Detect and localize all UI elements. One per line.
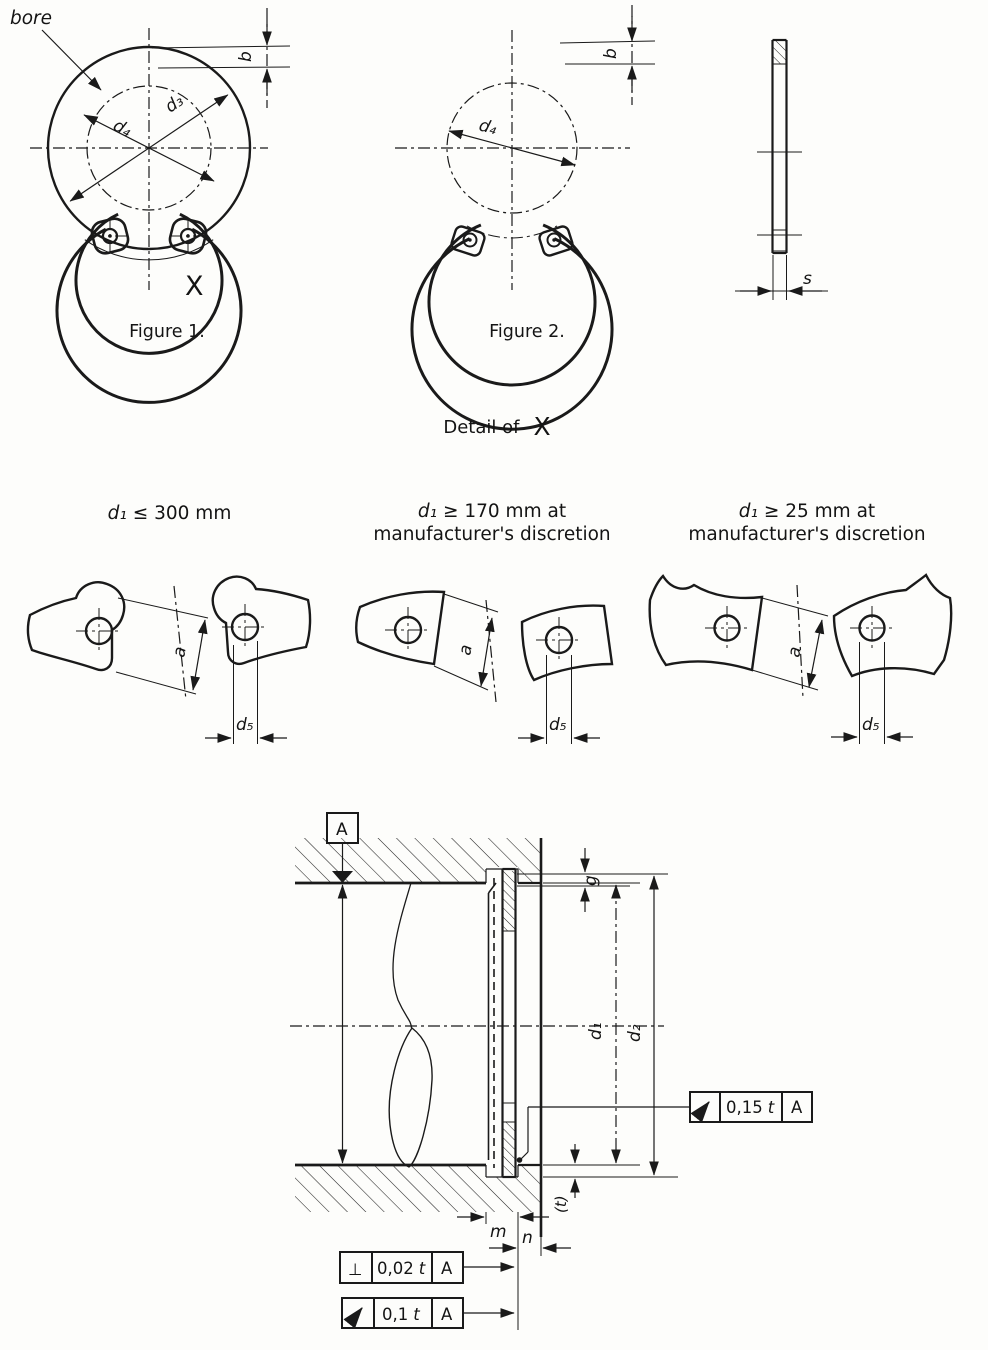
- condition-text: ≤ 300 mm: [132, 503, 232, 524]
- dim-a: [434, 594, 498, 702]
- dim-n-label: n: [522, 1228, 533, 1248]
- condition-symbol: d₁: [738, 501, 758, 522]
- dim-b-label: b: [236, 51, 256, 62]
- figure-1: [10, 8, 290, 402]
- lug-left: [650, 576, 762, 670]
- dim-d5: [518, 655, 600, 744]
- dim-s-label: s: [803, 269, 812, 289]
- lug-holes: [705, 606, 894, 650]
- condition-symbol: d₁: [417, 501, 438, 522]
- fcf-ref: t: [413, 1305, 420, 1324]
- dim-d1-label: d₁: [586, 1022, 606, 1040]
- dim-d2: [543, 876, 678, 1177]
- dim-a-label: a: [784, 645, 806, 659]
- dim-b-label: b: [601, 48, 621, 59]
- lug-right: [213, 577, 310, 664]
- fcf-value: 0,02: [377, 1259, 414, 1278]
- dim-g-label: g: [581, 875, 601, 886]
- fcf-datum: A: [791, 1098, 803, 1117]
- condition-symbol: d₁: [107, 503, 127, 524]
- lug-holes: [385, 607, 582, 663]
- detail-variant-1: [28, 577, 310, 744]
- detail-marker-x: X: [185, 271, 204, 302]
- dim-a-label: a: [455, 643, 477, 657]
- svg-text:0,15t: [726, 1098, 775, 1117]
- dim-t: [552, 1144, 575, 1213]
- condition-text: ≥ 170 mm at: [442, 501, 567, 522]
- fcf-datum: A: [441, 1305, 453, 1324]
- dim-d5-label: d₅: [236, 715, 254, 735]
- fcf-runout-01: [342, 1298, 514, 1328]
- fcf-datum: A: [441, 1259, 453, 1278]
- detail-title: [367, 412, 627, 441]
- dim-d5-label: d₅: [862, 715, 880, 735]
- figure-2-caption: Figure 2.: [489, 322, 565, 342]
- assembly-section: [290, 813, 812, 1330]
- side-view: [735, 40, 828, 300]
- condition-text-line2: manufacturer's discretion: [373, 524, 611, 545]
- detail-title-marker: X: [533, 412, 551, 441]
- dim-d4-label: d₄: [476, 115, 499, 140]
- detail-variant-3: [650, 575, 952, 744]
- lug-right: [522, 606, 612, 680]
- condition-heading-2: [352, 500, 632, 546]
- dim-t-label: (t): [552, 1195, 570, 1213]
- dim-d4-label: d₄: [109, 115, 135, 142]
- dim-d2-label: d₂: [625, 1024, 645, 1042]
- lug-left: [356, 592, 444, 664]
- condition-text: ≥ 25 mm at: [763, 501, 876, 522]
- dim-d1: [543, 883, 640, 1165]
- datum-label: A: [336, 820, 348, 840]
- break-lens: [389, 1028, 432, 1167]
- dim-d3-label: d₃: [161, 90, 188, 118]
- lug-right: [834, 575, 951, 676]
- ring-section-hatch-top: [503, 871, 516, 931]
- ring-section-hatch-bottom: [503, 1122, 516, 1175]
- section-hatch: [773, 41, 787, 64]
- detail-variant-2: [356, 592, 612, 744]
- fcf-perpendicularity-002: [340, 1252, 514, 1283]
- fcf-ref: t: [767, 1098, 775, 1117]
- dim-a-label: a: [169, 645, 191, 659]
- dim-b: [560, 5, 655, 105]
- condition-heading-1: [57, 502, 282, 525]
- circular-runout-icon: [350, 1308, 362, 1323]
- figure-2: [395, 5, 655, 429]
- fcf-value: 0,15: [726, 1098, 763, 1117]
- dim-a: [752, 585, 828, 698]
- dim-m-label: m: [490, 1222, 507, 1242]
- fcf-runout-015: [517, 1092, 812, 1163]
- circular-runout-icon: [697, 1102, 709, 1117]
- condition-heading-3: [667, 500, 947, 546]
- bore-callout: [10, 8, 101, 90]
- perpendicularity-icon: ⊥: [348, 1260, 363, 1279]
- condition-text-line2: manufacturer's discretion: [688, 524, 926, 545]
- fcf-ref: t: [418, 1259, 426, 1278]
- detail-title-prefix: Detail of: [443, 417, 520, 438]
- figure-1-caption: Figure 1.: [129, 322, 205, 342]
- break-line: [393, 883, 412, 1028]
- fcf-value: 0,1: [382, 1305, 409, 1324]
- dim-a: [116, 586, 208, 700]
- svg-text:0,02t: [377, 1259, 426, 1278]
- centerlines: [395, 30, 630, 290]
- bore-label: bore: [10, 8, 53, 29]
- dim-m: [457, 1212, 549, 1330]
- dim-s: [735, 255, 828, 300]
- dim-d5-label: d₅: [549, 715, 567, 735]
- svg-text:0,1t: [382, 1305, 420, 1324]
- dim-d5: [205, 641, 287, 744]
